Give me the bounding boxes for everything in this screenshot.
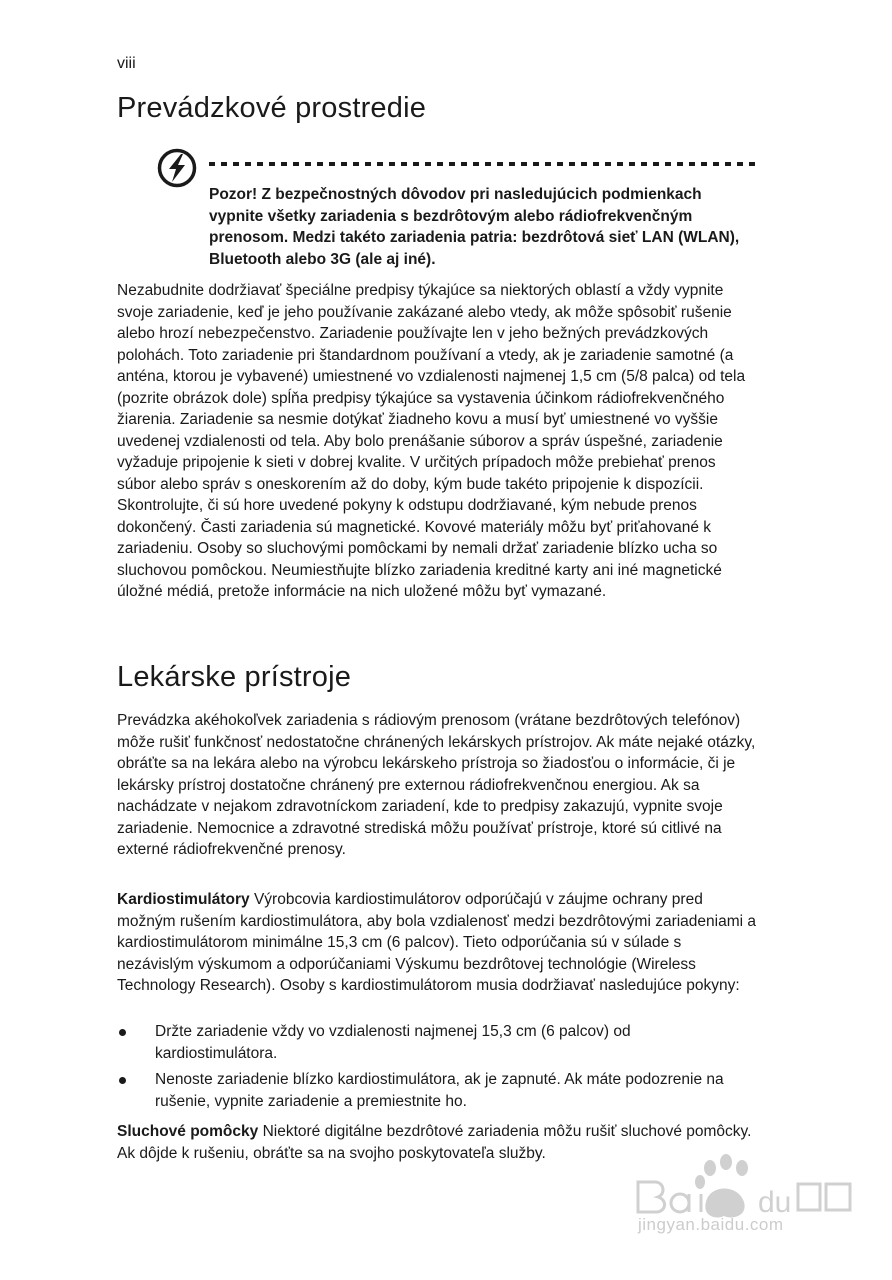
pacemakers-paragraph — [117, 889, 757, 997]
bullet-icon — [119, 1029, 126, 1036]
watermark-url: jingyan.baidu.com — [638, 1215, 784, 1234]
list-item — [117, 1069, 757, 1112]
section-title-environment: Prevádzkové prostredie — [117, 92, 427, 124]
pacemaker-guidelines-list — [117, 1021, 757, 1117]
baidu-watermark-logo — [628, 1140, 858, 1258]
warning-text: Pozor! Z bezpečnostných dôvodov pri nasledujúcich podmienkach vypnite všetky zariadenia s bezdrôtovým alebo rádiofrekvenčným prenosom. Medzi takéto zariadenia patria: bezdrôtová sieť LAN (WLAN), Bluetooth alebo 3G (ale aj iné). — [209, 186, 740, 268]
warning-lightning-icon — [157, 148, 197, 188]
warning-divider — [209, 162, 755, 166]
list-item — [117, 1021, 757, 1064]
medical-intro: Prevádzka akéhokoľvek zariadenia s rádiovým prenosom (vrátane bezdrôtových telefónov) môže rušiť funkčnosť nedostatočne chránených lekárskych prístrojov. Ak máte nejaké otázky, obráťte sa na lekára alebo na výrobcu lekárskeho prístroja so žiadosťou o informácie, či je lekársky prístroj dostatočne chránený pre externou rádiofrekvenčnou energiou. Ak sa nachádzate v nejakom zdravotníckom zariadení, kde to predpisy zakazujú, vypnite svoje zariadenie. Nemocnice a zdravotné strediská môžu používať prístroje, ktoré sú citlivé na externé rádiofrekvenčné prenosy. — [117, 712, 756, 858]
hearing-aids-label: Sluchové pomôcky — [117, 1123, 259, 1140]
pacemakers-text: Výrobcovia kardiostimulátorov odporúčajú v záujme ochrany pred možným rušením kardiostimulátora, aby bola vzdialenosť medzi bezdrôtovými zariadeniami a kardiostimulátorom minimálne 15,3 cm (6 palcov). Tieto odporúčania sú v súlade s nezávislým výskumom a odporúčaniami Výskumu bezdrôtovej technológie (Wireless Technology Research). Osoby s kardiostimulátorom musia dodržiavať nasledujúce pokyny: — [117, 891, 757, 994]
section-title-medical: Lekárske prístroje — [117, 661, 352, 693]
page-number: viii — [117, 55, 136, 72]
list-item-text: Držte zariadenie vždy vo vzdialenosti najmenej 15,3 cm (6 palcov) od kardiostimulátora. — [155, 1023, 631, 1062]
pacemakers-label: Kardiostimulátory — [117, 891, 250, 908]
hearing-aids-text: Niektoré digitálne bezdrôtové zariadenia môžu rušiť sluchové pomôcky. Ak dôjde k rušeniu, obráťte sa na svojho poskytovateľa služby. — [117, 1123, 752, 1162]
svg-text:du: du — [758, 1186, 792, 1219]
environment-body: Nezabudnite dodržiavať špeciálne predpisy týkajúce sa niektorých oblastí a vždy vypnite svoje zariadenie, keď je jeho používanie zakázané alebo vtedy, ak môže spôsobiť rušenie alebo hrozí nebezpečenstvo. Zariadenie používajte len v jeho bežných prevádzkových polohách. Toto zariadenie pri štandardnom používaní a vtedy, ak je zariadenie samotné (a anténa, ktorou je vybavené) umiestnené vo vzdialenosti najmenej 1,5 cm (5/8 palca) od tela (pozrite obrázok dole) spĺňa predpisy týkajúce sa vystavenia účinkom rádiofrekvenčného žiarenia. Zariadenie sa nesmie dotýkať žiadneho kovu a musí byť umiestnené vo vyššie uvedenej vzdialenosti od tela. Aby bolo prenášanie súborov a správ úspešné, zariadenie vyžaduje pripojenie k sieti v dobrej kvalite. V určitých prípadoch môže prebiehať prenos súbor alebo správ s oneskorením až do doby, kým bude takéto pripojenie k dispozícii. Skontrolujte, či sú hore uvedené pokyny k odstupu dodržiavané, kým nebude prenos dokončený. Časti zariadenia sú magnetické. Kovové materiály môžu byť priťahované k zariadeniu. Osoby so sluchovými pomôckami by nemali držať zariadenie blízko ucha so sluchovou pomôckou. Neumiestňujte blízko zariadenia kreditné karty ani iné magnetické úložné médiá, pretože informácie na nich uložené môžu byť vymazané. — [117, 282, 746, 600]
list-item-text: Nenoste zariadenie blízko kardiostimulátora, ak je zapnuté. Ak máte podozrenie na rušenie, vypnite zariadenie a premiestnite ho. — [155, 1071, 724, 1110]
bullet-icon — [119, 1077, 126, 1084]
